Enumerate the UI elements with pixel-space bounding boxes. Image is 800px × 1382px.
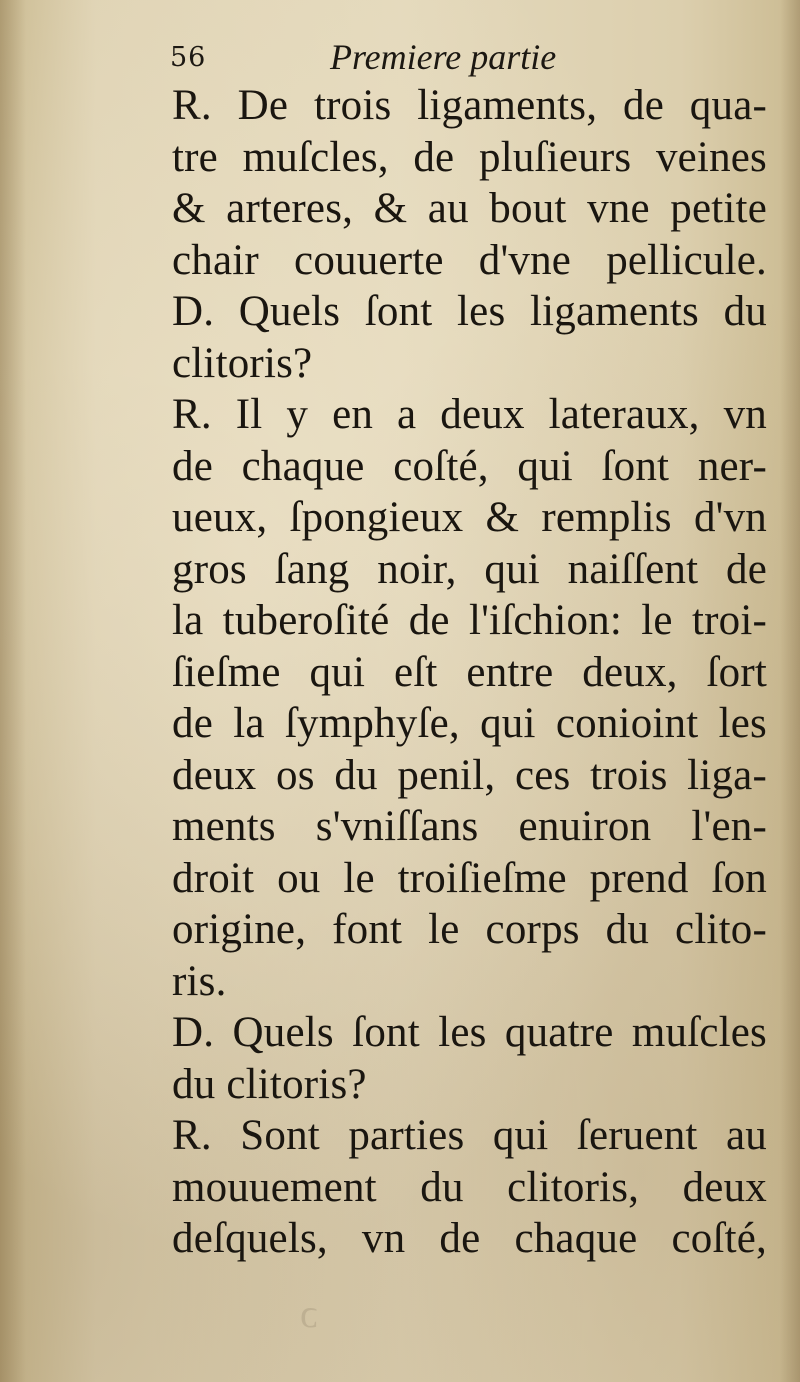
text-line: gros ſang noir, qui naiſſent de xyxy=(172,545,767,593)
text-line: R. De trois ligaments, de qua- xyxy=(172,82,767,129)
page-edge-shadow-left xyxy=(0,0,26,1382)
text-line: ueux, ſpongieux & remplis d'vn xyxy=(172,494,767,541)
text-line: ris. xyxy=(172,957,227,1005)
body-text xyxy=(172,80,767,1265)
page-header xyxy=(170,36,640,86)
text-line: ments s'vniſſans enuiron l'en- xyxy=(172,803,767,850)
page-number: 56 xyxy=(170,42,207,73)
text-line: de la ſymphyſe, qui conioint les xyxy=(172,700,767,747)
text-line: R. Sont parties qui ſeruent au xyxy=(172,1112,767,1159)
text-line: clitoris? xyxy=(172,339,313,387)
text-line: de chaque coſté, qui ſont ner- xyxy=(172,442,767,490)
text-line: du clitoris? xyxy=(172,1060,367,1108)
running-title: Premiere partie xyxy=(330,37,557,77)
text-line: tre muſcles, de pluſieurs veines xyxy=(172,133,767,181)
text-line: deux os du penil, ces trois liga- xyxy=(172,751,767,799)
text-line: D. Quels ſont les ligaments du xyxy=(172,288,767,335)
text-line: deſquels, vn de chaque coſté, xyxy=(172,1215,767,1262)
page-edge-shadow-right xyxy=(780,0,800,1382)
text-line: D. Quels ſont les quatre muſcles xyxy=(172,1009,767,1056)
text-line: R. Il y en a deux lateraux, vn xyxy=(172,391,767,438)
text-line: & arteres, & au bout vne petite xyxy=(172,185,767,232)
text-line: ſieſme qui eſt entre deux, ſort xyxy=(172,648,767,696)
text-line: droit ou le troiſieſme prend ſon xyxy=(172,854,767,902)
text-line: mouuement du clitoris, deux xyxy=(172,1163,767,1211)
text-line: la tuberoſité de l'iſchion: le troi- xyxy=(172,597,767,644)
bleed-through-ink: ɔ xyxy=(300,1291,318,1336)
text-line: chair couuerte d'vne pellicule. xyxy=(172,236,767,284)
text-line: origine, font le corps du clito- xyxy=(172,906,767,953)
